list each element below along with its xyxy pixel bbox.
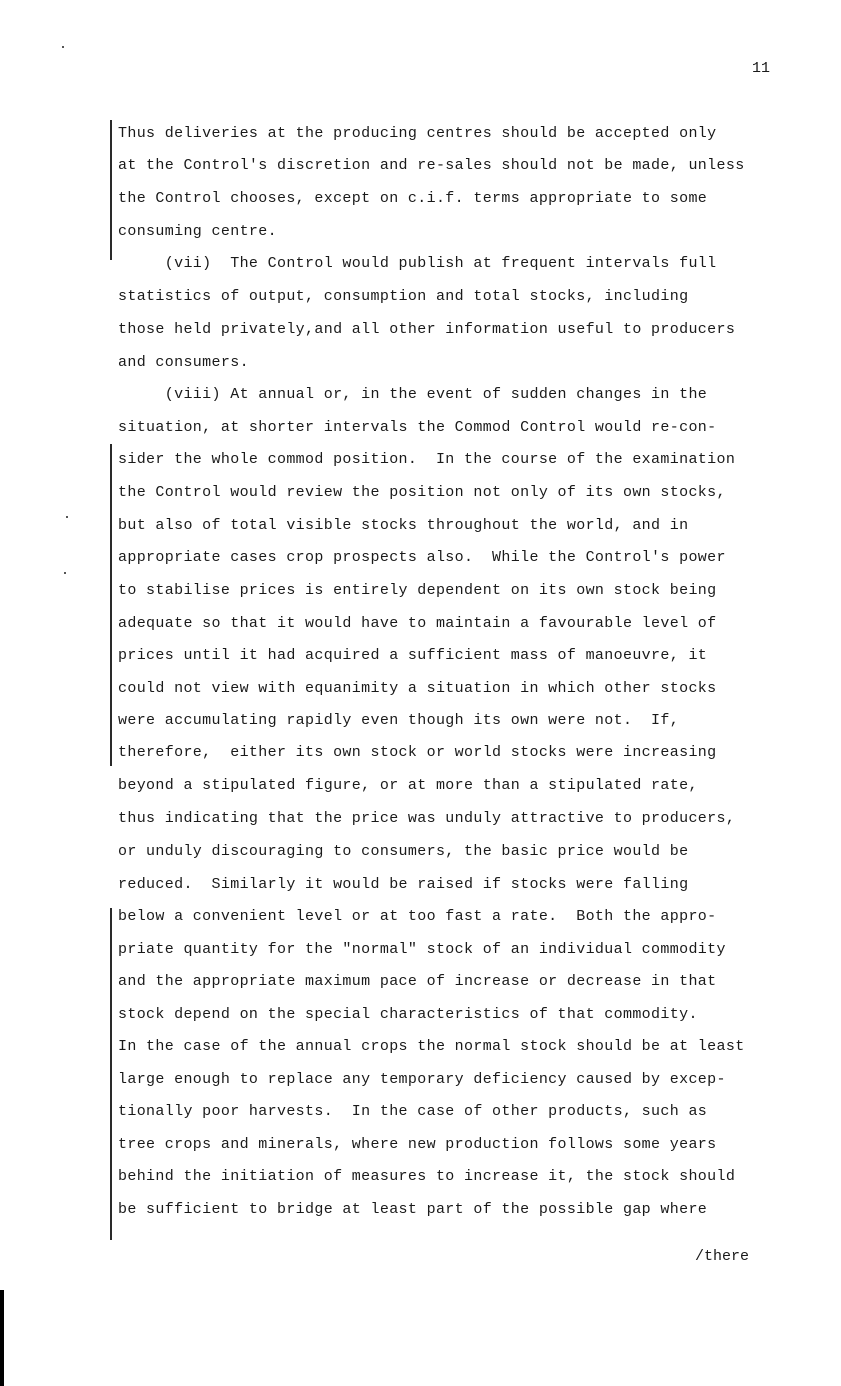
text-line: adequate so that it would have to maintain a favourable level of	[118, 615, 717, 632]
text-line: In the case of the annual crops the normal stock should be at least	[118, 1038, 745, 1055]
text-line: consuming centre.	[118, 223, 277, 240]
text-line: prices until it had acquired a sufficient mass of manoeuvre, it	[118, 647, 708, 664]
text-line: could not view with equanimity a situation in which other stocks	[118, 680, 717, 697]
text-line: those held privately,and all other information useful to producers	[118, 321, 736, 338]
text-line: stock depend on the special characteristics of that commodity.	[118, 1006, 698, 1023]
text-line: statistics of output, consumption and total stocks, including	[118, 288, 689, 305]
text-line: beyond a stipulated figure, or at more than a stipulated rate,	[118, 777, 698, 794]
text-line: the Control would review the position not only of its own stocks,	[118, 484, 726, 501]
text-line: and consumers.	[118, 354, 249, 371]
scan-speck	[62, 46, 64, 48]
text-line: (vii) The Control would publish at frequent intervals full	[118, 255, 717, 272]
text-line: be sufficient to bridge at least part of the possible gap where	[118, 1201, 708, 1218]
text-line: the Control chooses, except on c.i.f. terms appropriate to some	[118, 190, 708, 207]
text-line: to stabilise prices is entirely dependent on its own stock being	[118, 582, 717, 599]
text-line: behind the initiation of measures to increase it, the stock should	[118, 1168, 736, 1185]
text-line: thus indicating that the price was unduly attractive to producers,	[118, 810, 736, 827]
text-line: (viii) At annual or, in the event of sudden changes in the	[118, 386, 708, 403]
scan-speck	[64, 572, 66, 574]
text-line: but also of total visible stocks throughout the world, and in	[118, 517, 689, 534]
text-line: and the appropriate maximum pace of increase or decrease in that	[118, 973, 717, 990]
text-line: appropriate cases crop prospects also. While the Control's power	[118, 549, 726, 566]
margin-mark-3	[110, 908, 112, 1240]
scan-speck	[66, 516, 68, 518]
text-line: or unduly discouraging to consumers, the basic price would be	[118, 843, 689, 860]
scan-edge-mark	[0, 1290, 4, 1386]
text-line: priate quantity for the "normal" stock of an individual commodity	[118, 941, 726, 958]
text-line: tionally poor harvests. In the case of other products, such as	[118, 1103, 708, 1120]
text-line: reduced. Similarly it would be raised if stocks were falling	[118, 876, 689, 893]
text-line: situation, at shorter intervals the Commod Control would re-con-	[118, 419, 717, 436]
text-line: large enough to replace any temporary deficiency caused by excep-	[118, 1071, 726, 1088]
text-line: below a convenient level or at too fast a rate. Both the appro-	[118, 908, 717, 925]
text-line: at the Control's discretion and re-sales should not be made, unless	[118, 157, 745, 174]
margin-mark-1	[110, 120, 112, 260]
text-line: sider the whole commod position. In the course of the examination	[118, 451, 736, 468]
text-line: were accumulating rapidly even though its own were not. If,	[118, 712, 680, 729]
margin-mark-2	[110, 444, 112, 766]
text-line: therefore, either its own stock or world stocks were increasing	[118, 744, 717, 761]
text-line: Thus deliveries at the producing centres should be accepted only	[118, 125, 717, 142]
page-number: 11	[752, 60, 771, 77]
text-line: tree crops and minerals, where new production follows some years	[118, 1136, 717, 1153]
continuation-word: /there	[695, 1248, 750, 1265]
